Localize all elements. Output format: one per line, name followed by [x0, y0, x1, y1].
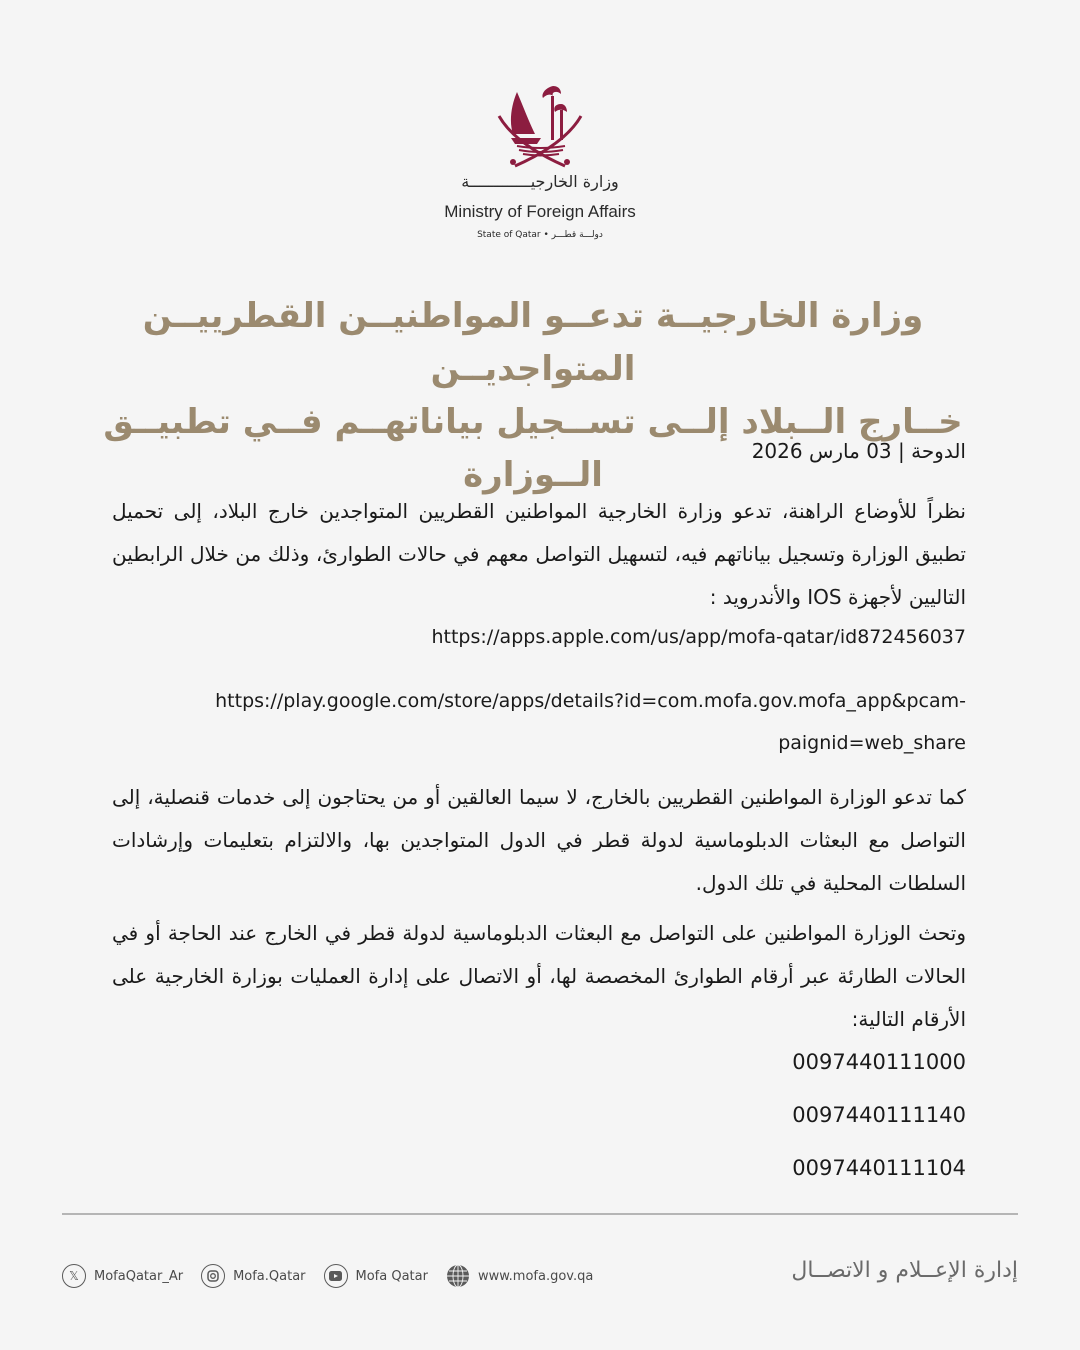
department-name: إدارة الإعــلام و الاتصــال	[791, 1258, 1018, 1283]
ministry-name-english: Ministry of Foreign Affairs	[444, 202, 636, 221]
phone-number-3: 0097440111104	[792, 1156, 966, 1180]
globe-icon	[446, 1264, 470, 1288]
social-label: MofaQatar_Ar	[94, 1268, 184, 1284]
website-label: www.mofa.gov.qa	[477, 1268, 594, 1284]
phone-number-2: 0097440111140	[792, 1103, 966, 1127]
social-link-instagram[interactable]	[201, 1264, 305, 1288]
social-link-youtube[interactable]	[324, 1264, 428, 1288]
dateline: الدوحة | 03 مارس 2026	[751, 439, 966, 463]
state-of-qatar-label: State of Qatar • دولـــة قطـــر	[477, 230, 603, 240]
x-icon: 𝕏	[62, 1264, 86, 1288]
website-link[interactable]	[446, 1264, 593, 1288]
paragraph-2: كما تدعو الوزارة المواطنين القطريين بالخارج، لا سيما العالقين أو من يحتاجون إلى خدمات قنصلية، إلى التواصل مع البعثات الدبلوماسية لدولة قطر في الدول المتواجدين بها، والالتزام بتعليمات وإرشادات السلطات المحلية في تلك الدول.	[112, 785, 966, 895]
paragraph-3: وتحث الوزارة المواطنين على التواصل مع البعثات الدبلوماسية لدولة قطر في الخارج عند الحاجة أو في الحالات الطارئة عبر أرقام الطوارئ المخصصة لها، أو الاتصال على إدارة العمليات بوزارة الخارجية على الأرقام التالية:	[112, 921, 966, 1031]
phone-number-1: 0097440111000	[792, 1050, 966, 1074]
android-app-link[interactable]	[112, 680, 966, 764]
headline	[100, 290, 966, 502]
ministry-logo	[0, 82, 1080, 174]
youtube-icon	[324, 1264, 348, 1288]
headline-line-1: وزارة الخارجيــة تدعــو المواطنيــن القطرييــن المتواجديــن	[142, 296, 924, 389]
social-links	[62, 1263, 611, 1289]
footer-divider	[62, 1213, 1018, 1215]
instagram-icon	[201, 1264, 225, 1288]
qatar-emblem-icon	[495, 82, 585, 170]
paragraph-1: نظراً للأوضاع الراهنة، تدعو وزارة الخارجية المواطنين القطريين المتواجدين خارج البلاد، إلى تحميل تطبيق الوزارة وتسجيل بياناتهم فيه، لتسهيل التواصل معهم في حالات الطوارئ، وذلك من خلال الرابطين التاليين لأجهزة IOS والأندرويد :	[112, 499, 966, 609]
headline-line-2: خــارج الــبلاد إلــى تســجيل بياناتهــم فــي تطبيــق الــوزارة	[103, 402, 963, 495]
social-label: Mofa.Qatar	[233, 1268, 306, 1284]
ios-app-link[interactable]: https://apps.apple.com/us/app/mofa-qatar/id872456037	[431, 626, 966, 648]
android-link-line-1[interactable]: https://play.google.com/store/apps/details?id=com.mofa.gov.mofa_app&pcam-	[215, 690, 966, 712]
social-label: Mofa Qatar	[355, 1268, 428, 1284]
social-link-x[interactable]	[62, 1264, 183, 1288]
ministry-name-arabic: وزارة الخارجيـــــــــــــة	[461, 172, 619, 191]
android-link-line-2[interactable]: paignid=web_share	[778, 732, 966, 754]
